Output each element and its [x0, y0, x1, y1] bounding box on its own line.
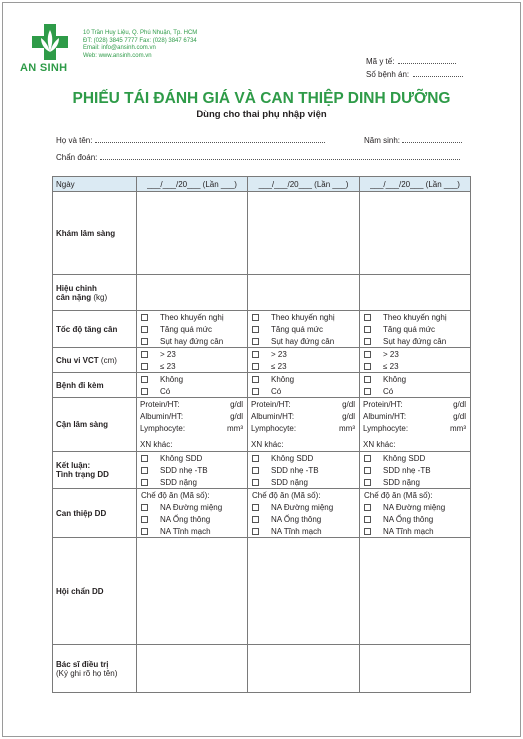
checkbox-option[interactable] — [248, 476, 359, 488]
benh-di-kem-label: Bệnh đi kèm — [53, 373, 137, 398]
protein-row — [360, 398, 470, 410]
checkbox-icon[interactable] — [141, 376, 148, 383]
date-cell-1[interactable]: ___/___/20___ (Lần ___) — [137, 177, 248, 192]
can-lam-sang-label: Cận lâm sàng — [53, 398, 137, 452]
toc-do-cell-1 — [137, 311, 248, 348]
checkbox-icon[interactable] — [141, 479, 148, 486]
option-label: > 23 — [160, 349, 176, 359]
checkbox-icon[interactable] — [141, 504, 148, 511]
checkbox-option[interactable] — [248, 311, 359, 323]
nam-sinh-row — [364, 136, 462, 145]
option-label: SDD nặng — [383, 477, 420, 487]
checkbox-option[interactable] — [137, 464, 247, 476]
checkbox-option[interactable] — [248, 501, 359, 513]
checkbox-option[interactable] — [248, 452, 359, 464]
albumin-row — [360, 410, 470, 422]
date-cell-2[interactable]: ___/___/20___ (Lần ___) — [248, 177, 360, 192]
clinic-address — [83, 30, 197, 60]
checkbox-icon[interactable] — [141, 338, 148, 345]
chu-vi-cell-2 — [248, 348, 360, 373]
checkbox-option[interactable] — [137, 373, 247, 385]
option-label: Có — [383, 386, 394, 396]
albumin-label: Albumin/HT: — [251, 411, 295, 421]
option-label: Tăng quá mức — [383, 324, 436, 334]
gdl-unit: g/dl — [453, 411, 466, 421]
xn-khac-label: XN khác: — [363, 439, 396, 449]
checkbox-option[interactable] — [360, 525, 470, 537]
option-label: > 23 — [271, 349, 287, 359]
option-label: Không SDD — [271, 453, 314, 463]
checkbox-icon[interactable] — [252, 467, 259, 474]
checkbox-option[interactable] — [137, 501, 247, 513]
brand-name: AN SINH — [20, 62, 68, 74]
cm-unit: (cm) — [100, 355, 117, 365]
hieu-chinh-cell-3[interactable] — [360, 275, 471, 311]
checkbox-icon[interactable] — [141, 351, 148, 358]
ket-luan-cell-2 — [248, 452, 360, 489]
can-thiep-cell-3 — [360, 489, 471, 538]
checkbox-icon[interactable] — [364, 467, 371, 474]
checkbox-option[interactable] — [137, 513, 247, 525]
checkbox-icon[interactable] — [364, 504, 371, 511]
toc-do-cell-2 — [248, 311, 360, 348]
ket-luan-cell-3 — [360, 452, 471, 489]
gdl-unit: g/dl — [342, 411, 355, 421]
checkbox-option[interactable] — [360, 452, 470, 464]
che-do-an-field[interactable]: Chế độ ăn (Mã số): — [141, 490, 210, 500]
benh-cell-2 — [248, 373, 360, 398]
checkbox-icon[interactable] — [252, 338, 259, 345]
checkbox-option[interactable] — [248, 348, 359, 360]
protein-label: Protein/HT: — [363, 399, 403, 409]
gdl-unit: g/dl — [230, 411, 243, 421]
chan-doan-field[interactable] — [100, 159, 460, 160]
checkbox-icon[interactable] — [252, 516, 259, 523]
checkbox-option[interactable] — [248, 360, 359, 372]
checkbox-icon[interactable] — [252, 314, 259, 321]
nam-sinh-label: Năm sinh: — [364, 136, 401, 145]
chan-doan-row — [56, 153, 460, 162]
address-line: 10 Trần Huy Liệu, Q. Phú Nhuận, Tp. HCM — [83, 30, 198, 36]
option-label: NA Tĩnh mạch — [160, 526, 211, 536]
che-do-an-field[interactable]: Chế độ ăn (Mã số): — [364, 490, 433, 500]
toc-do-cell-3 — [360, 311, 471, 348]
option-label: Sụt hay đứng cân — [383, 336, 447, 346]
can-thiep-cell-1 — [137, 489, 248, 538]
checkbox-icon[interactable] — [364, 376, 371, 383]
checkbox-option[interactable] — [137, 452, 247, 464]
protein-row — [137, 398, 247, 410]
checkbox-option[interactable] — [360, 360, 470, 372]
xn-khac-row — [360, 438, 470, 450]
bac-si-text: Bác sĩ điều trị — [56, 659, 109, 669]
checkbox-icon[interactable] — [252, 455, 259, 462]
ngay-label: Ngày — [53, 177, 137, 192]
checkbox-option[interactable] — [137, 385, 247, 397]
protein-row — [248, 398, 359, 410]
checkbox-icon[interactable] — [141, 388, 148, 395]
checkbox-icon[interactable] — [252, 363, 259, 370]
ho-va-ten-label: Họ và tên: — [56, 136, 93, 145]
checkbox-icon[interactable] — [141, 528, 148, 535]
checkbox-option[interactable] — [360, 335, 470, 347]
ho-va-ten-row — [56, 136, 325, 145]
lympho-row — [248, 422, 359, 434]
mm3-unit: mm³ — [450, 423, 466, 433]
lab-cell-2[interactable] — [248, 398, 360, 452]
bac-si-label — [53, 645, 137, 693]
option-label: NA Đường miệng — [383, 502, 446, 512]
kham-cell-3[interactable] — [360, 192, 471, 275]
checkbox-icon[interactable] — [252, 504, 259, 511]
toc-do-label: Tốc độ tăng cân — [53, 311, 137, 348]
checkbox-icon[interactable] — [252, 326, 259, 333]
option-label: ≤ 23 — [160, 361, 176, 371]
so-benh-an-field[interactable] — [413, 76, 463, 77]
checkbox-icon[interactable] — [364, 455, 371, 462]
hoi-chan-cell-1[interactable] — [137, 538, 248, 645]
can-thiep-cell-2 — [248, 489, 360, 538]
checkbox-option[interactable] — [248, 513, 359, 525]
option-label: Có — [160, 386, 171, 396]
checkbox-option[interactable] — [248, 525, 359, 537]
option-label: ≤ 23 — [271, 361, 287, 371]
kg-unit: (kg) — [93, 292, 108, 302]
assessment-table — [52, 176, 471, 693]
option-label: NA Đường miệng — [160, 502, 223, 512]
option-label: Theo khuyến nghị — [383, 312, 447, 322]
hoi-chan-label: Hội chẩn DD — [53, 538, 137, 645]
albumin-row — [248, 410, 359, 422]
ket-luan-line2: Tình trạng DD — [56, 470, 109, 479]
checkbox-icon[interactable] — [141, 516, 148, 523]
checkbox-option[interactable] — [360, 348, 470, 360]
ket-luan-line1: Kết luận: — [56, 461, 91, 470]
option-label: Không — [383, 374, 407, 384]
albumin-label: Albumin/HT: — [363, 411, 407, 421]
kham-cell-1[interactable] — [137, 192, 248, 275]
option-label: NA Ống thông — [271, 514, 322, 524]
checkbox-option[interactable] — [360, 323, 470, 335]
checkbox-option[interactable] — [360, 476, 470, 488]
albumin-row — [137, 410, 247, 422]
lympho-label: Lymphocyte: — [363, 423, 409, 433]
hieu-chinh-cell-1[interactable] — [137, 275, 248, 311]
checkbox-icon[interactable] — [364, 314, 371, 321]
hieu-chinh-line2 — [56, 293, 136, 302]
checkbox-option[interactable] — [360, 385, 470, 397]
checkbox-option[interactable] — [360, 464, 470, 476]
bac-si-cell-2[interactable] — [248, 645, 360, 693]
albumin-label: Albumin/HT: — [140, 411, 184, 421]
form-title: PHIẾU TÁI ĐÁNH GIÁ VÀ CAN THIỆP DINH DƯỠNG — [72, 90, 451, 107]
lympho-row — [360, 422, 470, 434]
mm3-unit: mm³ — [227, 423, 243, 433]
checkbox-icon[interactable] — [364, 388, 371, 395]
option-label: Không SDD — [383, 453, 426, 463]
checkbox-icon[interactable] — [141, 455, 148, 462]
checkbox-option[interactable] — [137, 335, 247, 347]
checkbox-option[interactable] — [248, 464, 359, 476]
option-label: Có — [271, 386, 282, 396]
checkbox-option[interactable] — [137, 525, 247, 537]
option-label: Sụt hay đứng cân — [160, 336, 224, 346]
date-cell-3[interactable]: ___/___/20___ (Lần ___) — [360, 177, 471, 192]
lympho-label: Lymphocyte: — [251, 423, 297, 433]
can-nang-text: cân nặng — [56, 292, 92, 302]
che-do-an-field[interactable]: Chế độ ăn (Mã số): — [252, 490, 321, 500]
option-label: Tăng quá mức — [271, 324, 324, 334]
option-label: NA Tĩnh mạch — [383, 526, 434, 536]
lab-cell-1[interactable] — [137, 398, 248, 452]
hieu-chinh-label — [53, 275, 137, 311]
option-label: SDD nhẹ -TB — [383, 465, 431, 475]
xn-khac-row — [248, 438, 359, 450]
hieu-chinh-line1: Hiệu chỉnh — [56, 283, 97, 293]
email-line: Email: info@ansinh.com.vn — [83, 45, 156, 52]
ma-y-te-field[interactable] — [398, 63, 456, 64]
checkbox-icon[interactable] — [364, 338, 371, 345]
phone-line: ĐT: (028) 3845 7777 Fax: (028) 3847 6734 — [83, 37, 197, 44]
checkbox-option[interactable] — [137, 476, 247, 488]
mm3-unit: mm³ — [339, 423, 355, 433]
option-label: Theo khuyến nghị — [160, 312, 224, 322]
xn-khac-row — [137, 438, 247, 450]
checkbox-icon[interactable] — [252, 351, 259, 358]
hoi-chan-cell-2[interactable] — [248, 538, 360, 645]
checkbox-icon[interactable] — [364, 479, 371, 486]
checkbox-icon[interactable] — [364, 326, 371, 333]
hieu-chinh-cell-2[interactable] — [248, 275, 360, 311]
option-label: SDD nặng — [271, 477, 308, 487]
ky-ghi-text: (Ký ghi rõ họ tên) — [56, 668, 118, 678]
option-label: NA Tĩnh mạch — [271, 526, 322, 536]
ho-va-ten-field[interactable] — [95, 142, 325, 143]
chan-doan-label: Chẩn đoán: — [56, 153, 98, 162]
checkbox-option[interactable] — [137, 348, 247, 360]
option-label: ≤ 23 — [383, 361, 399, 371]
nam-sinh-field[interactable] — [402, 142, 462, 143]
checkbox-option[interactable] — [248, 373, 359, 385]
so-benh-an-label: Số bệnh án: — [366, 70, 410, 79]
ket-luan-label — [53, 452, 137, 489]
option-label: NA Đường miệng — [271, 502, 334, 512]
chu-vi-text: Chu vi VCT — [56, 355, 99, 365]
checkbox-icon[interactable] — [364, 528, 371, 535]
kham-cell-2[interactable] — [248, 192, 360, 275]
web-line: Web: www.ansinh.com.vn — [83, 52, 152, 59]
benh-cell-1 — [137, 373, 248, 398]
checkbox-option[interactable] — [137, 360, 247, 372]
checkbox-icon[interactable] — [141, 363, 148, 370]
lympho-row — [137, 422, 247, 434]
option-label: Tăng quá mức — [160, 324, 213, 334]
protein-label: Protein/HT: — [140, 399, 180, 409]
ma-y-te-label: Mã y tế: — [366, 57, 395, 66]
bac-si-cell-3[interactable] — [360, 645, 471, 693]
option-label: Không — [160, 374, 184, 384]
checkbox-option[interactable] — [360, 373, 470, 385]
option-label: SDD nhẹ -TB — [271, 465, 319, 475]
lab-cell-3[interactable] — [360, 398, 471, 452]
form-subtitle: Dùng cho thai phụ nhập viện — [196, 109, 327, 120]
checkbox-icon[interactable] — [252, 528, 259, 535]
option-label: Không — [271, 374, 295, 384]
checkbox-option[interactable] — [248, 335, 359, 347]
benh-cell-3 — [360, 373, 471, 398]
hoi-chan-cell-3[interactable] — [360, 538, 471, 645]
checkbox-option[interactable] — [360, 501, 470, 513]
option-label: Theo khuyến nghị — [271, 312, 335, 322]
option-label: NA Ống thông — [383, 514, 434, 524]
gdl-unit: g/dl — [453, 399, 466, 409]
gdl-unit: g/dl — [342, 399, 355, 409]
xn-khac-label: XN khác: — [140, 439, 173, 449]
bac-si-cell-1[interactable] — [137, 645, 248, 693]
checkbox-icon[interactable] — [141, 467, 148, 474]
chu-vi-cell-1 — [137, 348, 248, 373]
checkbox-icon[interactable] — [141, 326, 148, 333]
checkbox-icon[interactable] — [252, 479, 259, 486]
lympho-label: Lymphocyte: — [140, 423, 186, 433]
checkbox-icon[interactable] — [364, 351, 371, 358]
gdl-unit: g/dl — [230, 399, 243, 409]
checkbox-option[interactable] — [137, 311, 247, 323]
option-label: > 23 — [383, 349, 399, 359]
option-label: SDD nặng — [160, 477, 197, 487]
can-thiep-label: Can thiệp DD — [53, 489, 137, 538]
checkbox-icon[interactable] — [364, 516, 371, 523]
checkbox-option[interactable] — [360, 311, 470, 323]
protein-label: Protein/HT: — [251, 399, 291, 409]
checkbox-icon[interactable] — [252, 376, 259, 383]
checkbox-option[interactable] — [248, 323, 359, 335]
an-sinh-logo-icon — [30, 22, 70, 62]
option-label: Không SDD — [160, 453, 203, 463]
checkbox-icon[interactable] — [364, 363, 371, 370]
record-ids — [366, 55, 463, 81]
checkbox-option[interactable] — [360, 513, 470, 525]
checkbox-option[interactable] — [137, 323, 247, 335]
checkbox-icon[interactable] — [252, 388, 259, 395]
checkbox-icon[interactable] — [141, 314, 148, 321]
xn-khac-label: XN khác: — [251, 439, 284, 449]
ket-luan-cell-1 — [137, 452, 248, 489]
chu-vi-label — [53, 348, 137, 373]
option-label: SDD nhẹ -TB — [160, 465, 208, 475]
option-label: Sụt hay đứng cân — [271, 336, 335, 346]
option-label: NA Ống thông — [160, 514, 211, 524]
kham-lam-sang-label: Khám lâm sàng — [53, 192, 137, 275]
chu-vi-cell-3 — [360, 348, 471, 373]
checkbox-option[interactable] — [248, 385, 359, 397]
